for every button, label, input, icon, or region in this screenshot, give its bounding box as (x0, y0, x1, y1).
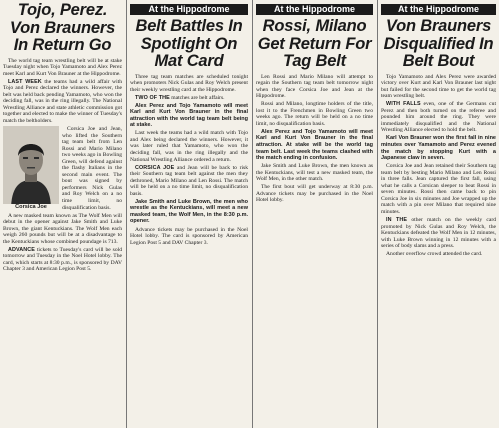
article-body (256, 74, 373, 204)
article-tojo-perez (0, 0, 125, 428)
paragraph-text: even, one of the Germans cut Perez and then both turned on the referee and pounded him around the ring. They were immediately disqualified and the National Wrestling Alliance elected to hold the belt. (381, 101, 497, 134)
headline-belt-battles: Belt Battles In Spotlight On Mat Card (135, 17, 243, 70)
paragraph: Last week the teams had a wild match with Tojo and Alex being declared the winners. However, it was later ruled that Yamamoto, who won the deciding fall, was in the ring illegally and the National Wrestling Alliance ordered a return. (130, 130, 248, 163)
paragraph-bold: Karl Von Brauner won the first fall in nine minutes over Yamamoto and Perez evened the match by stopping Kurt with a Japanese claw in seven. (381, 135, 496, 162)
paragraph (130, 95, 248, 102)
headline-tojo-perez: Tojo, Perez. Von Brauners In Return Go (9, 1, 116, 54)
paragraph (130, 165, 248, 198)
section-band: At the Hippodrome (256, 4, 373, 15)
paragraph-lead: ADVANCE (8, 246, 35, 253)
photo-caption: Corsica Joe (3, 204, 59, 211)
paragraph: Corsica Joe and Jean retained their Southern tag team belt by besting Mario Milano and Len Rossi in three falls. Jean captured the first fall, using what he calls a Corsican sleeper to beat Rossi in seven minutes. Rossi then came back to pin Corsica Joe in six minutes and Joe wrapped up the match with a pin over Milano that required nine minutes. (381, 163, 496, 215)
paragraph-text: tickets to Tuesday's card will be sold tomorrow and Tuesday in the Noel Hotel lobby. The card, which starts at 8:30 p.m., is sponsored by DAV Chapter 3 and American Legion Post 5. (3, 246, 122, 273)
section-band: At the Hippodrome (130, 4, 248, 15)
paragraph-lead: IN THE (386, 216, 408, 223)
paragraph (381, 217, 496, 250)
paragraph-lead: LAST WEEK (8, 78, 42, 85)
article-body (381, 74, 496, 258)
section-band: At the Hippodrome (381, 4, 496, 15)
article-belt-battles (127, 0, 251, 428)
paragraph: Rossi and Milano, longtime holders of the title, lost it to the Frenchmen in Bowling Green two weeks ago. The return will be held on a no time limit, no disqualification basis. (256, 101, 373, 127)
corsica-joe-photo (3, 126, 59, 210)
paragraph: Tojo Yamamoto and Alex Perez were awarded victory over Kurt and Karl Von Brauner last night but failed for the second time to get the world tag team wrestling belt. (381, 73, 496, 100)
paragraph-text: matches are belt affairs. (171, 94, 225, 101)
article-rossi-milano (253, 0, 376, 428)
paragraph (381, 101, 496, 134)
paragraph: Another overflow crowd attended the card. (386, 251, 483, 258)
paragraph-lead: WITH FALLS (386, 101, 421, 108)
paragraph: The world tag team wrestling belt will be at stake Tuesday night when Tojo Yamamoto and Alex Perez meet Karl and Kurt Von Brauner at the Hippodrome. (3, 57, 122, 77)
paragraph (3, 247, 122, 273)
paragraph-lead: CORSICA JOE (135, 164, 175, 171)
portrait-image (3, 126, 59, 210)
paragraph (3, 79, 122, 125)
paragraph-bold: Jake Smith and Luke Brown, the men who wrestle as the Kentuckians, will meet a new masked team, the Wolf Men, in the 8:30 p.m. opener. (130, 198, 248, 225)
paragraph: A new masked team known as The Wolf Men will debut in the opener against Jake Smith and Luke Brown, the giant Kentuckians. The Wolf Men each weigh 260 pounds but will be at a disadvantage to the Kentuckians whose combined poundage is 713. (3, 212, 122, 245)
paragraph-bold: Alex Perez and Tojo Yamamoto will meet Karl and Kurt Von Brauner in the final attraction. At stake will be the world tag team belt. Last week the teams clashed with the match ending in confusion. (256, 128, 373, 162)
headline-von-brauners: Von Brauners Disqualified In Belt Bout (383, 17, 494, 70)
headline-rossi-milano: Rossi, Milano Get Return For Tag Belt (257, 17, 372, 70)
paragraph: The first bout will get underway at 8:30 p.m. Advance tickets may be purchased in the Noel Hotel lobby. (256, 184, 373, 204)
paragraph-text: and Jean will be back to risk their Southern tag team belt against the men they dethroned, Mario Milano and Len Rossi. The match will be held on a no time limit, no disqualification basis. (130, 164, 248, 197)
article-body (130, 74, 248, 247)
paragraph: Jake Smith and Luke Brown, the men known as the Kentuckians, will test a new masked team, the Wolf Men, in the other match. (256, 163, 373, 183)
paragraph-text: other match on the weekly card promoted by Nick Gulas and Roy Welch, the Kentuckians defeated the Wolf Men in 12 minutes, with Luke Brown winning in 12 minutes with a series of body slams and a press. (381, 216, 496, 250)
paragraph: Corsica Joe and Jean, who lifted the Southern tag team belt from Len Rossi and Mario Milano two weeks ago in Bowling Green, will defend against the flashy Italians in the second main event. The bout was signed by performers Nick Gulas and Roy Welch on a no time limit, no disqualification basis. (62, 125, 122, 211)
paragraph-text: the teams had a wild affair with Tojo and Perez declared the winners. However, the belt was held back pending Yamamoto, who won the deciding fall, was in the ring illegally. The National Wrestling Alliance and state athletic commission got together and elected to make the winner of Tuesday's match the beltholders. (3, 78, 122, 124)
paragraph: Advance tickets may be purchased in the Noel Hotel lobby. The card is sponsored by American Legion Post 5 and DAV Chapter 3. (130, 226, 248, 246)
paragraph: Len Rossi and Mario Milano will attempt to regain the Southern tag team belt tomorrow night when they face Corsica Joe and Jean at the Hippodrome. (256, 73, 373, 100)
article-body (3, 58, 122, 274)
paragraph-lead: TWO OF THE (135, 94, 170, 101)
paragraph: Three tag team matches are scheduled tonight when promoters Nick Gulas and Roy Welch present their weekly wrestling card at the Hippodrome. (130, 73, 248, 93)
article-von-brauners (378, 0, 499, 428)
paragraph-bold: Alex Perez and Tojo Yamamoto will meet Karl and Kurt Von Brauner in the final attraction with the world tag team belt being at stake. (130, 102, 248, 129)
